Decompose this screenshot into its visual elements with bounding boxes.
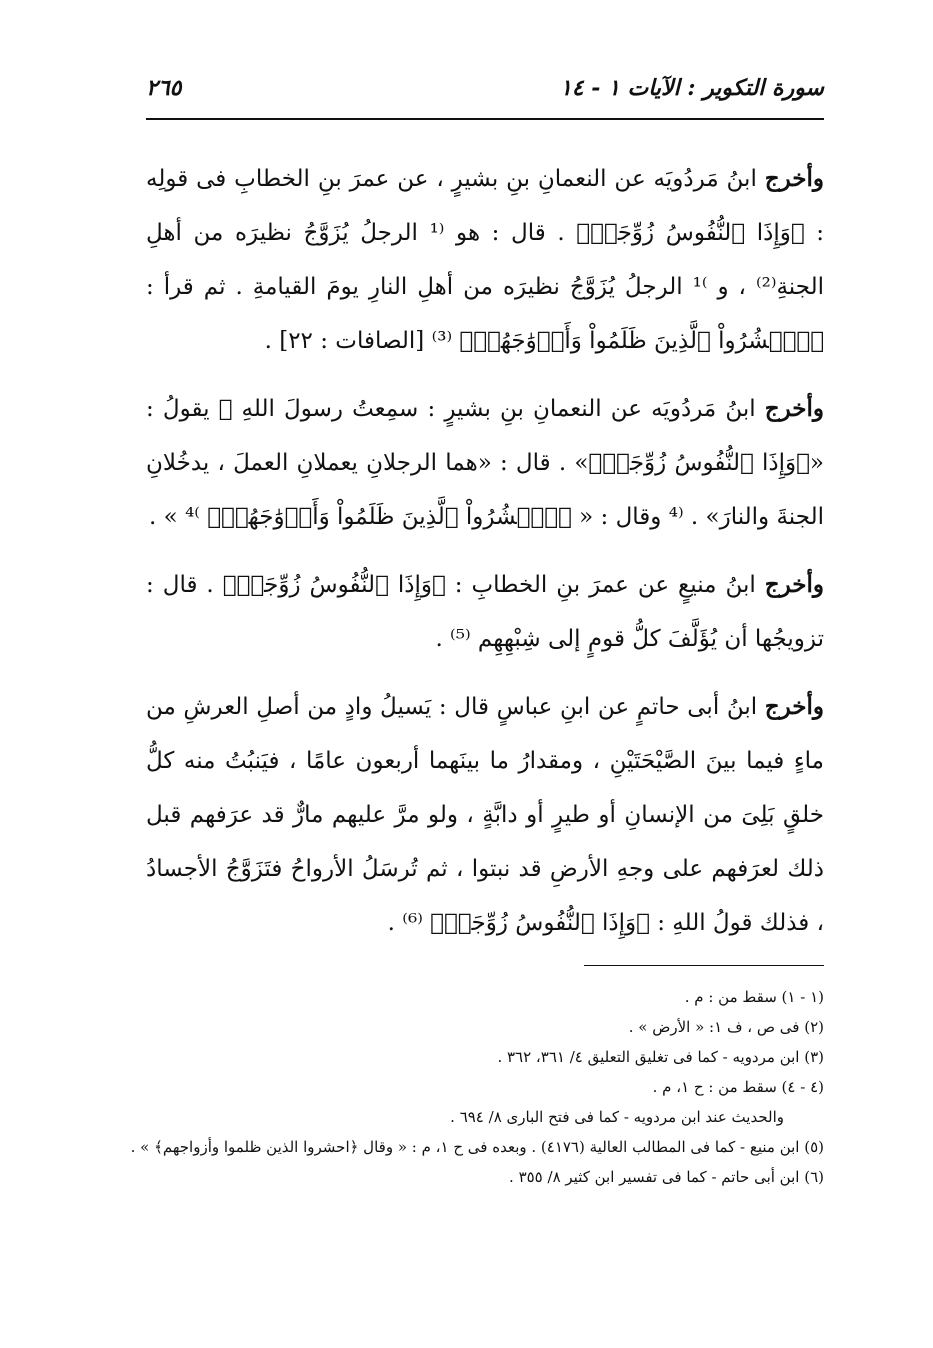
paragraph (146, 558, 824, 666)
paragraph (146, 152, 824, 368)
page-number: ٢٦٥ (146, 75, 182, 101)
footnote: (٥) ابن منيع - كما فى المطالب العالية (٤١٧٦) . وبعده فى ح ١، م : « وقال ﴿احشروا الذين ظلموا وأزواجهم﴾ » . (130, 1138, 824, 1156)
footnote: (٢) فى ص ، ف ١: « الأرض » . (628, 1018, 824, 1036)
footnote: (١ - ١) سقط من : م . (684, 988, 824, 1006)
paragraph-text: ابنُ مَردُويَه عن النعمانِ بنِ بشيرٍ : سمِعتُ رسولَ اللهِ ﷺ يقولُ : «﴿وَإِذَا ٱلنُّفُوسُ زُوِّجَتۡ﴾» . قال : «هما الرجلانِ يعملانِ العملَ ، يدخُلانِ الجنةَ والنارَ» . ⁽⁴ وقال : « ﴿ٱحۡشُرُواْ ٱلَّذِينَ ظَلَمُواْ وَأَزۡوَٰجَهُمۡ﴾ ⁾⁴ » . (146, 396, 824, 530)
header-rule (146, 118, 824, 120)
footnote: (٦) ابن أبى حاتم - كما فى تفسير ابن كثير ٨/ ٣٥٥ . (509, 1168, 824, 1186)
paragraph (146, 680, 824, 950)
footnote: والحديث عند ابن مردويه - كما فى فتح البارى ٨/ ٦٩٤ . (450, 1108, 784, 1126)
footnotes (130, 982, 824, 1192)
paragraph-lead: وأخرج (764, 395, 825, 422)
running-title: سورة التكوير : الآيات ١ - ١٤ (559, 75, 824, 101)
paragraph-text: ابنُ أبى حاتمٍ عن ابنِ عباسٍ قال : يَسيلُ وادٍ من أصلِ العرشِ من ماءٍ فيما بينَ الصَّيْحَتَيْنِ ، ومقدارُ ما بينَهما أربعون عامًا ، فيَنبُتُ منه كلُّ خلقٍ بَلِىَ من الإنسانِ أو طيرٍ أو دابَّةٍ ، ولو مرَّ عليهم مارٌّ قد عرَفهم قبل ذلك لعرَفهم على وجهِ الأرضِ قد نبتوا ، ثم تُرسَلُ الأرواحُ فتَزَوَّجُ الأجسادُ ، فذلك قولُ اللهِ : ﴿وَإِذَا ٱلنُّفُوسُ زُوِّجَتۡ﴾ ⁽⁶⁾ . (146, 694, 824, 936)
paragraph-lead: وأخرج (764, 571, 825, 598)
paragraph-text: ابنُ مَردُويَه عن النعمانِ بنِ بشيرٍ ، عن عمرَ بنِ الخطابِ فى قولِه : ﴿وَإِذَا ٱلنُّفُوسُ زُوِّجَتۡ﴾ . قال : هو ⁽¹ الرجلُ يُزَوَّجُ نظيرَه من أهلِ الجنةِ⁽²⁾ ، و ⁾¹ الرجلُ يُزَوَّجُ نظيرَه من أهلِ النارِ يومَ القيامةِ . ثم قرأ : ﴿ٱحۡشُرُواْ ٱلَّذِينَ ظَلَمُواْ وَأَزۡوَٰجَهُمۡ﴾ ⁽³⁾ [الصافات : ٢٢] . (146, 166, 824, 354)
page-header (146, 68, 824, 108)
footnote: (٤ - ٤) سقط من : ح ١، م . (652, 1078, 824, 1096)
paragraph (146, 382, 824, 544)
paragraph-lead: وأخرج (764, 693, 824, 720)
footnote-rule (584, 965, 824, 966)
paragraph-text: ابنُ منيعٍ عن عمرَ بنِ الخطابِ : ﴿وَإِذَا ٱلنُّفُوسُ زُوِّجَتۡ﴾ . قال : تزويجُها أن يُؤَلَّفَ كلُّ قومٍ إلى شِبْهِهِم ⁽⁵⁾ . (146, 572, 824, 652)
footnote: (٣) ابن مردويه - كما فى تغليق التعليق ٤/ ٣٦١، ٣٦٢ . (497, 1048, 824, 1066)
paragraph-lead: وأخرج (764, 165, 825, 192)
main-text (146, 152, 824, 964)
